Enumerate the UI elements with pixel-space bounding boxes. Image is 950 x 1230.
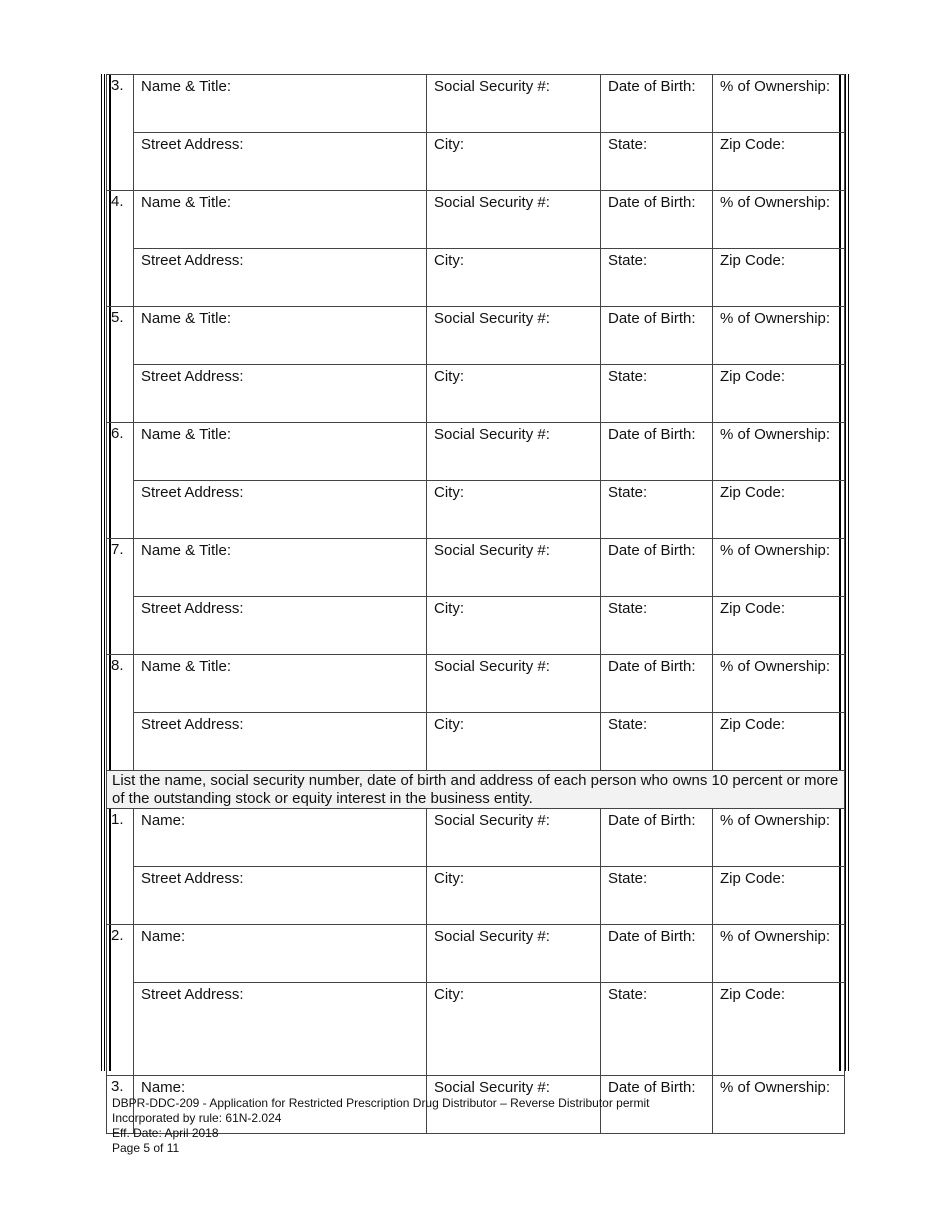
zip-code-field[interactable]: Zip Code: bbox=[713, 133, 845, 191]
ownership-field[interactable]: % of Ownership: bbox=[713, 307, 845, 365]
city-field[interactable]: City: bbox=[427, 133, 601, 191]
street-address-field[interactable]: Street Address: bbox=[134, 133, 427, 191]
street-address-field[interactable]: Street Address: bbox=[134, 481, 427, 539]
entry-number: 7. bbox=[107, 539, 134, 655]
entry-number: 2. bbox=[107, 925, 134, 1076]
name-field[interactable]: Name: bbox=[134, 809, 427, 867]
ssn-field[interactable]: Social Security #: bbox=[427, 1076, 601, 1134]
zip-code-field[interactable]: Zip Code: bbox=[713, 481, 845, 539]
zip-code-field[interactable]: Zip Code: bbox=[713, 249, 845, 307]
entry-row-primary bbox=[107, 539, 845, 597]
ownership-field[interactable]: % of Ownership: bbox=[713, 539, 845, 597]
ssn-field[interactable]: Social Security #: bbox=[427, 307, 601, 365]
ssn-field[interactable]: Social Security #: bbox=[427, 809, 601, 867]
ssn-field[interactable]: Social Security #: bbox=[427, 191, 601, 249]
ownership-field[interactable]: % of Ownership: bbox=[713, 809, 845, 867]
city-field[interactable]: City: bbox=[427, 365, 601, 423]
footer-rule: Incorporated by rule: 61N-2.024 bbox=[112, 1111, 282, 1125]
entry-number: 5. bbox=[107, 307, 134, 423]
owners-section bbox=[107, 809, 845, 1134]
footer-form-title: DBPR-DDC-209 - Application for Restricted Prescription Drug Distributor – Reverse Distributor permit bbox=[112, 1096, 650, 1110]
entry-number: 8. bbox=[107, 655, 134, 771]
entry-row-address bbox=[107, 983, 845, 1076]
footer-eff-date: Eff. Date: April 2018 bbox=[112, 1126, 219, 1140]
ownership-field[interactable]: % of Ownership: bbox=[713, 423, 845, 481]
entry-row-primary bbox=[107, 75, 845, 133]
street-address-field[interactable]: Street Address: bbox=[134, 867, 427, 925]
dob-field[interactable]: Date of Birth: bbox=[601, 539, 713, 597]
zip-code-field[interactable]: Zip Code: bbox=[713, 867, 845, 925]
state-field[interactable]: State: bbox=[601, 133, 713, 191]
state-field[interactable]: State: bbox=[601, 597, 713, 655]
entry-row-primary bbox=[107, 307, 845, 365]
street-address-field[interactable]: Street Address: bbox=[134, 365, 427, 423]
entry-number: 1. bbox=[107, 809, 134, 925]
ownership-field[interactable]: % of Ownership: bbox=[713, 191, 845, 249]
street-address-field[interactable]: Street Address: bbox=[134, 983, 427, 1076]
ownership-field[interactable]: % of Ownership: bbox=[713, 655, 845, 713]
entry-number: 6. bbox=[107, 423, 134, 539]
entry-number: 3. bbox=[107, 1076, 134, 1134]
dob-field[interactable]: Date of Birth: bbox=[601, 809, 713, 867]
zip-code-field[interactable]: Zip Code: bbox=[713, 597, 845, 655]
ownership-field[interactable]: % of Ownership: bbox=[713, 75, 845, 133]
name-field[interactable]: Name & Title: bbox=[134, 191, 427, 249]
entry-row-primary bbox=[107, 191, 845, 249]
street-address-field[interactable]: Street Address: bbox=[134, 249, 427, 307]
instruction-text: List the name, social security number, date of birth and address of each person who owns 10 percent or more of the outstanding stock or equity interest in the business entity. bbox=[107, 771, 845, 809]
ssn-field[interactable]: Social Security #: bbox=[427, 423, 601, 481]
ownership-field[interactable]: % of Ownership: bbox=[713, 1076, 845, 1134]
state-field[interactable]: State: bbox=[601, 867, 713, 925]
entry-row-address bbox=[107, 867, 845, 925]
dob-field[interactable]: Date of Birth: bbox=[601, 307, 713, 365]
dob-field[interactable]: Date of Birth: bbox=[601, 423, 713, 481]
name-field[interactable]: Name & Title: bbox=[134, 75, 427, 133]
city-field[interactable]: City: bbox=[427, 713, 601, 771]
document-footer bbox=[112, 1096, 650, 1156]
dob-field[interactable]: Date of Birth: bbox=[601, 75, 713, 133]
entry-row-address bbox=[107, 249, 845, 307]
entry-row-address bbox=[107, 713, 845, 771]
state-field[interactable]: State: bbox=[601, 713, 713, 771]
footer-page-number: Page 5 of 11 bbox=[112, 1141, 180, 1155]
state-field[interactable]: State: bbox=[601, 983, 713, 1076]
street-address-field[interactable]: Street Address: bbox=[134, 713, 427, 771]
entry-row-primary bbox=[107, 925, 845, 983]
state-field[interactable]: State: bbox=[601, 249, 713, 307]
ssn-field[interactable]: Social Security #: bbox=[427, 655, 601, 713]
ssn-field[interactable]: Social Security #: bbox=[427, 75, 601, 133]
city-field[interactable]: City: bbox=[427, 597, 601, 655]
entry-row-address bbox=[107, 597, 845, 655]
name-field[interactable]: Name: bbox=[134, 925, 427, 983]
ownership-form-table bbox=[106, 74, 845, 1134]
entry-number: 3. bbox=[107, 75, 134, 191]
city-field[interactable]: City: bbox=[427, 481, 601, 539]
entry-number: 4. bbox=[107, 191, 134, 307]
name-field[interactable]: Name & Title: bbox=[134, 307, 427, 365]
instruction-section bbox=[107, 771, 845, 809]
name-field[interactable]: Name & Title: bbox=[134, 423, 427, 481]
dob-field[interactable]: Date of Birth: bbox=[601, 1076, 713, 1134]
city-field[interactable]: City: bbox=[427, 867, 601, 925]
name-field[interactable]: Name & Title: bbox=[134, 655, 427, 713]
entry-row-address bbox=[107, 133, 845, 191]
ownership-field[interactable]: % of Ownership: bbox=[713, 925, 845, 983]
entry-row-primary bbox=[107, 655, 845, 713]
instruction-row bbox=[107, 771, 845, 809]
entry-row-address bbox=[107, 481, 845, 539]
dob-field[interactable]: Date of Birth: bbox=[601, 655, 713, 713]
state-field[interactable]: State: bbox=[601, 365, 713, 423]
ssn-field[interactable]: Social Security #: bbox=[427, 925, 601, 983]
officers-section bbox=[107, 75, 845, 771]
zip-code-field[interactable]: Zip Code: bbox=[713, 983, 845, 1076]
ssn-field[interactable]: Social Security #: bbox=[427, 539, 601, 597]
state-field[interactable]: State: bbox=[601, 481, 713, 539]
name-field[interactable]: Name & Title: bbox=[134, 539, 427, 597]
entry-row-primary bbox=[107, 423, 845, 481]
name-field[interactable]: Name: bbox=[134, 1076, 427, 1134]
city-field[interactable]: City: bbox=[427, 249, 601, 307]
street-address-field[interactable]: Street Address: bbox=[134, 597, 427, 655]
city-field[interactable]: City: bbox=[427, 983, 601, 1076]
zip-code-field[interactable]: Zip Code: bbox=[713, 713, 845, 771]
entry-row-address bbox=[107, 365, 845, 423]
dob-field[interactable]: Date of Birth: bbox=[601, 191, 713, 249]
zip-code-field[interactable]: Zip Code: bbox=[713, 365, 845, 423]
entry-row-primary bbox=[107, 809, 845, 867]
dob-field[interactable]: Date of Birth: bbox=[601, 925, 713, 983]
